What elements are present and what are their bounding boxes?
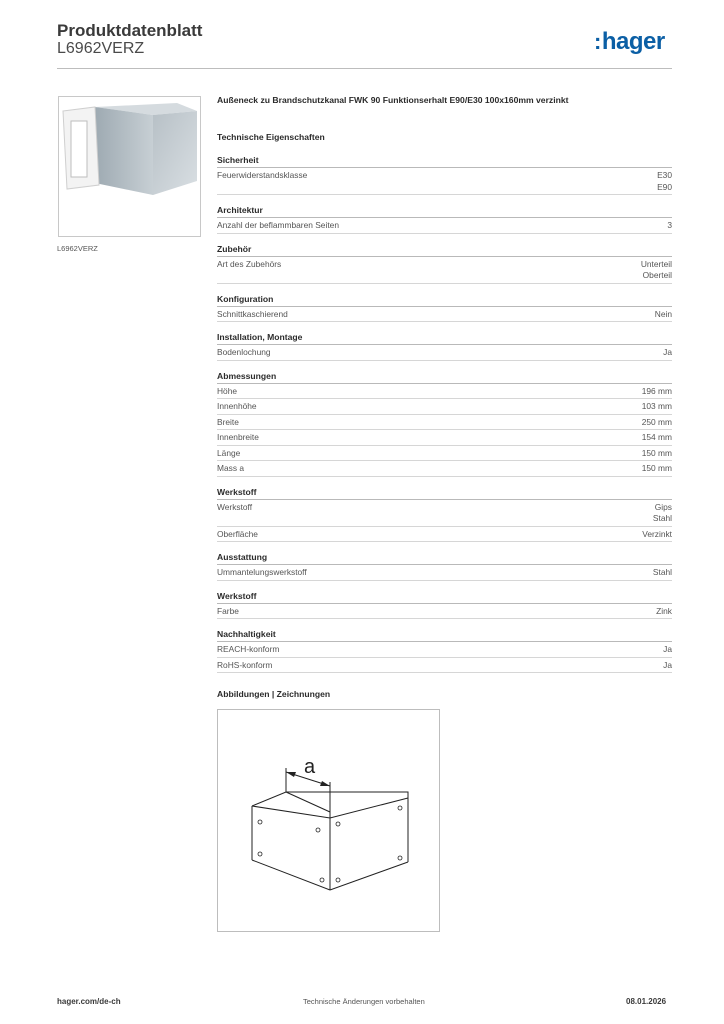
spec-section <box>217 371 672 477</box>
spec-label: Feuerwiderstandsklasse <box>217 170 308 180</box>
spec-section <box>217 591 672 620</box>
spec-value: Zink <box>656 605 672 616</box>
spec-value: Stahl <box>652 513 672 523</box>
spec-section <box>217 487 672 543</box>
spec-row <box>217 307 672 323</box>
spec-value: Ja <box>663 644 672 654</box>
spec-label: Art des Zubehörs <box>217 258 282 269</box>
spec-values <box>642 432 672 444</box>
spec-row <box>217 168 672 195</box>
spec-row <box>217 415 672 431</box>
spec-row <box>217 399 672 415</box>
spec-label: Breite <box>217 416 239 427</box>
hager-logo: :hager <box>594 28 665 55</box>
page-title: Produktdatenblatt <box>57 21 203 40</box>
spec-value: Stahl <box>652 567 672 577</box>
spec-value: Nein <box>654 308 672 319</box>
spec-label: Oberfläche <box>217 528 258 539</box>
spec-values <box>642 529 672 541</box>
spec-row <box>217 527 672 543</box>
spec-label: Mass a <box>217 463 244 473</box>
spec-row <box>217 218 672 234</box>
spec-row <box>217 257 672 284</box>
spec-values <box>667 220 672 232</box>
spec-value: 150 mm <box>641 447 672 458</box>
spec-values <box>656 606 672 618</box>
spec-row <box>217 461 672 477</box>
section-title: Konfiguration <box>217 294 672 307</box>
spec-sections <box>217 155 672 673</box>
footer-notice: Technische Änderungen vorbehalten <box>303 997 425 1006</box>
logo-text: hager <box>601 28 665 55</box>
spec-section <box>217 552 672 581</box>
spec-value: Verzinkt <box>642 528 672 539</box>
article-number: L6962VERZ <box>57 40 145 57</box>
spec-row <box>217 658 672 674</box>
spec-section <box>217 244 672 284</box>
section-title: Sicherheit <box>217 155 672 168</box>
header-divider <box>57 68 672 69</box>
product-description: Außeneck zu Brandschutzkanal FWK 90 Funktionserhalt E90/E30 100x160mm verzinkt <box>217 95 569 105</box>
spec-row <box>217 430 672 446</box>
spec-values <box>653 502 672 525</box>
spec-row <box>217 384 672 400</box>
spec-label: Schnittkaschierend <box>217 308 288 319</box>
spec-row <box>217 500 672 527</box>
section-title: Nachhaltigkeit <box>217 629 672 642</box>
spec-label: Werkstoff <box>217 501 253 512</box>
section-title: Abmessungen <box>217 371 672 384</box>
spec-label: Anzahl der beflammbaren Seiten <box>217 220 339 230</box>
spec-label: REACH-konform <box>217 644 280 654</box>
spec-label: Farbe <box>217 605 239 616</box>
spec-values <box>642 386 672 398</box>
section-title: Werkstoff <box>217 487 672 500</box>
spec-section <box>217 205 672 234</box>
footer-date: 08.01.2026 <box>626 997 667 1006</box>
spec-values <box>642 448 672 460</box>
spec-value: 103 mm <box>641 401 672 411</box>
section-title: Werkstoff <box>217 591 672 604</box>
spec-label: Bodenlochung <box>217 347 271 357</box>
spec-row <box>217 565 672 581</box>
spec-values <box>655 309 672 321</box>
section-title: Ausstattung <box>217 552 672 565</box>
spec-value: Unterteil <box>640 258 672 269</box>
spec-value: Ja <box>663 659 672 670</box>
product-image <box>58 96 201 237</box>
figures-heading: Abbildungen | Zeichnungen <box>217 689 331 699</box>
spec-section <box>217 332 672 361</box>
section-title: Zubehör <box>217 244 672 257</box>
spec-label: RoHS-konform <box>217 659 273 670</box>
spec-value: Gips <box>654 501 672 512</box>
spec-value: 150 mm <box>641 463 672 473</box>
dimension-label-a: a <box>304 756 316 778</box>
spec-values <box>642 401 672 413</box>
spec-values <box>663 644 672 656</box>
spec-values <box>663 347 672 359</box>
spec-value: E90 <box>657 181 672 192</box>
spec-label: Länge <box>217 447 241 458</box>
spec-label: Ummantelungswerkstoff <box>217 567 307 577</box>
spec-label: Innenhöhe <box>217 401 257 411</box>
section-title: Installation, Montage <box>217 332 672 345</box>
spec-value: E30 <box>657 170 672 180</box>
spec-value: 196 mm <box>641 385 672 396</box>
spec-row <box>217 345 672 361</box>
spec-values <box>657 170 672 193</box>
spec-values <box>653 567 672 579</box>
spec-section <box>217 155 672 195</box>
spec-value: 3 <box>667 220 672 230</box>
spec-values <box>641 259 672 282</box>
spec-value: 154 mm <box>641 432 672 442</box>
section-title: Architektur <box>217 205 672 218</box>
spec-row <box>217 446 672 462</box>
spec-label: Höhe <box>217 385 238 396</box>
spec-value: 250 mm <box>641 416 672 427</box>
spec-value: Ja <box>663 347 672 357</box>
image-caption: L6962VERZ <box>57 244 98 253</box>
footer-website[interactable]: hager.com/de-ch <box>57 997 121 1006</box>
spec-values <box>642 417 672 429</box>
spec-values <box>642 463 672 475</box>
technical-drawing <box>217 709 440 932</box>
spec-section <box>217 629 672 673</box>
spec-row <box>217 604 672 620</box>
spec-section <box>217 294 672 323</box>
technical-properties-heading: Technische Eigenschaften <box>217 132 325 142</box>
spec-value: Oberteil <box>642 270 672 280</box>
spec-row <box>217 642 672 658</box>
spec-content <box>217 94 672 699</box>
spec-values <box>663 660 672 672</box>
spec-label: Innenbreite <box>217 432 259 442</box>
